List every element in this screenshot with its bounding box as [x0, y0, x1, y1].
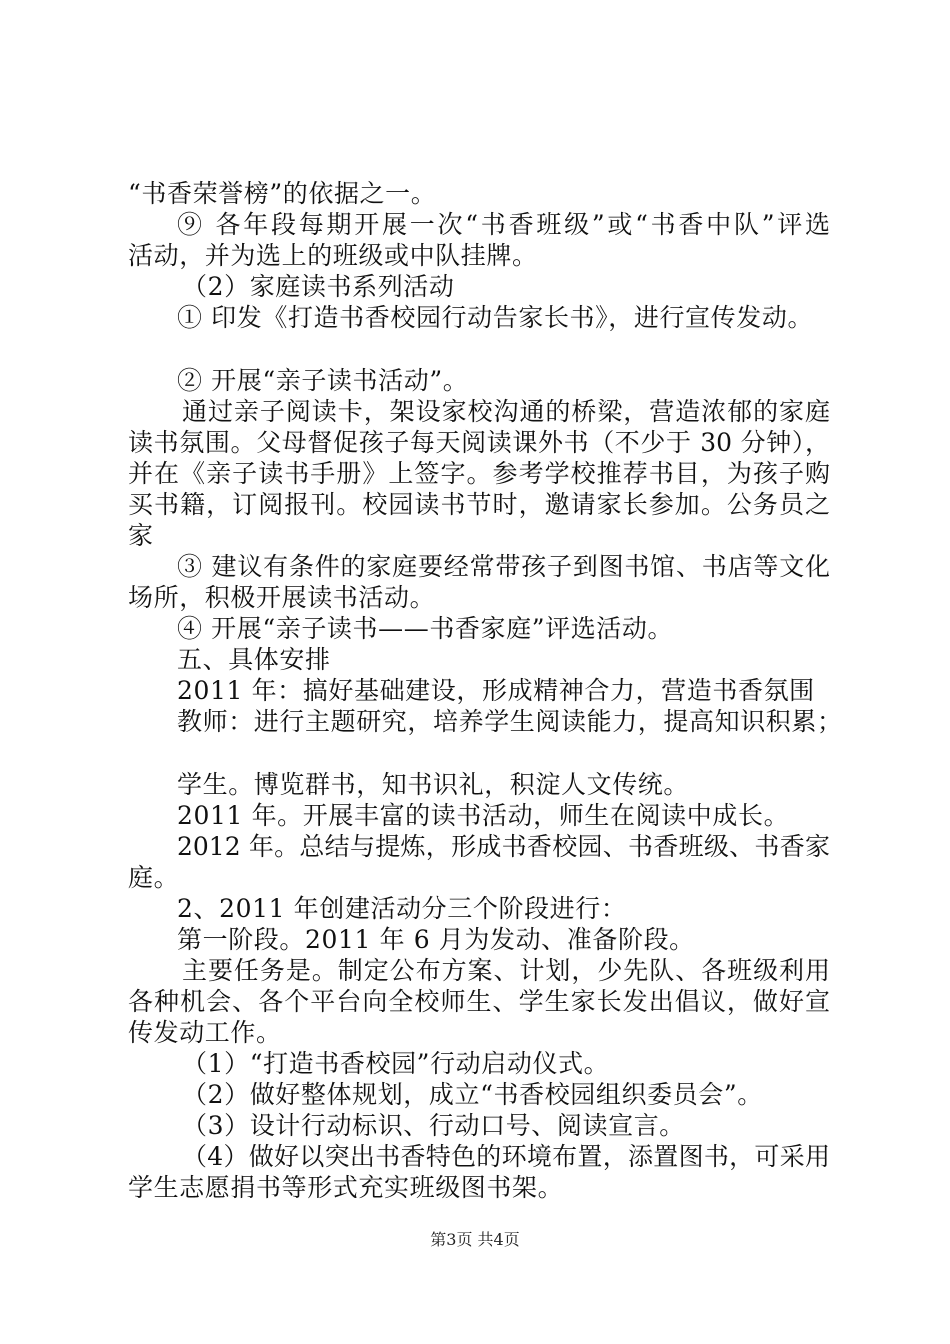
text-line: 各种机会、各个平台向全校师生、学生家长发出倡议，做好宣 [128, 987, 830, 1016]
section-heading: 五、具体安排 [177, 645, 331, 674]
text-line: 家 [128, 521, 154, 550]
list-item: （1）“打造书香校园”行动启动仪式。 [182, 1049, 610, 1078]
text-line: 学生志愿捐书等形式充实班级图书架。 [128, 1173, 564, 1202]
text-line: 2、2011 年创建活动分三个阶段进行： [177, 894, 627, 923]
text-line: 场所，积极开展读书活动。 [128, 583, 436, 612]
text-line: 通过亲子阅读卡，架设家校沟通的桥梁，营造浓郁的家庭 [182, 397, 830, 426]
text-line: 第一阶段。2011 年 6 月为发动、准备阶段。 [177, 925, 695, 954]
list-item: （4）做好以突出书香特色的环境布置，添置图书，可采用 [182, 1142, 830, 1171]
list-item: （3）设计行动标识、行动口号、阅读宣言。 [182, 1111, 685, 1140]
text-line: 2012 年。总结与提炼，形成书香校园、书香班级、书香家 [177, 832, 830, 861]
text-line: ④ 开展“亲子读书——书香家庭”评选活动。 [177, 614, 674, 643]
text-line: 学生。博览群书，知书识礼，积淀人文传统。 [177, 770, 690, 799]
text-line: 并在《亲子读书手册》上签字。参考学校推荐书目，为孩子购 [128, 459, 830, 488]
list-item: （2）做好整体规划，成立“书香校园组织委员会”。 [182, 1080, 763, 1109]
text-line: 庭。 [128, 863, 180, 892]
text-line: “书香荣誉榜”的依据之一。 [128, 179, 437, 208]
text-line: 教师：进行主题研究，培养学生阅读能力，提高知识积累； [177, 707, 843, 736]
text-line: ② 开展“亲子读书活动”。 [177, 366, 469, 395]
text-line: ③ 建议有条件的家庭要经常带孩子到图书馆、书店等文化 [177, 552, 830, 581]
text-line: 买书籍，订阅报刊。校园读书节时，邀请家长参加。公务员之 [128, 490, 830, 519]
text-line: 活动，并为选上的班级或中队挂牌。 [128, 241, 538, 270]
text-line: 2011 年：搞好基础建设，形成精神合力，营造书香氛围 [177, 676, 815, 705]
text-line: ① 印发《打造书香校园行动告家长书》，进行宣传发动。 [177, 303, 814, 332]
text-line: 读书氛围。父母督促孩子每天阅读课外书（不少于 30 分钟）， [128, 428, 830, 457]
section-heading: （2）家庭读书系列活动 [182, 272, 455, 301]
page-footer: 第3页 共4页 [430, 1230, 520, 1249]
text-line: 传发动工作。 [128, 1018, 282, 1047]
text-line: ⑨ 各年段每期开展一次“书香班级”或“书香中队”评选 [177, 210, 830, 239]
text-line: 2011 年。开展丰富的读书活动，师生在阅读中成长。 [177, 801, 790, 830]
text-line: 主要任务是。制定公布方案、计划，少先队、各班级利用 [182, 956, 830, 985]
